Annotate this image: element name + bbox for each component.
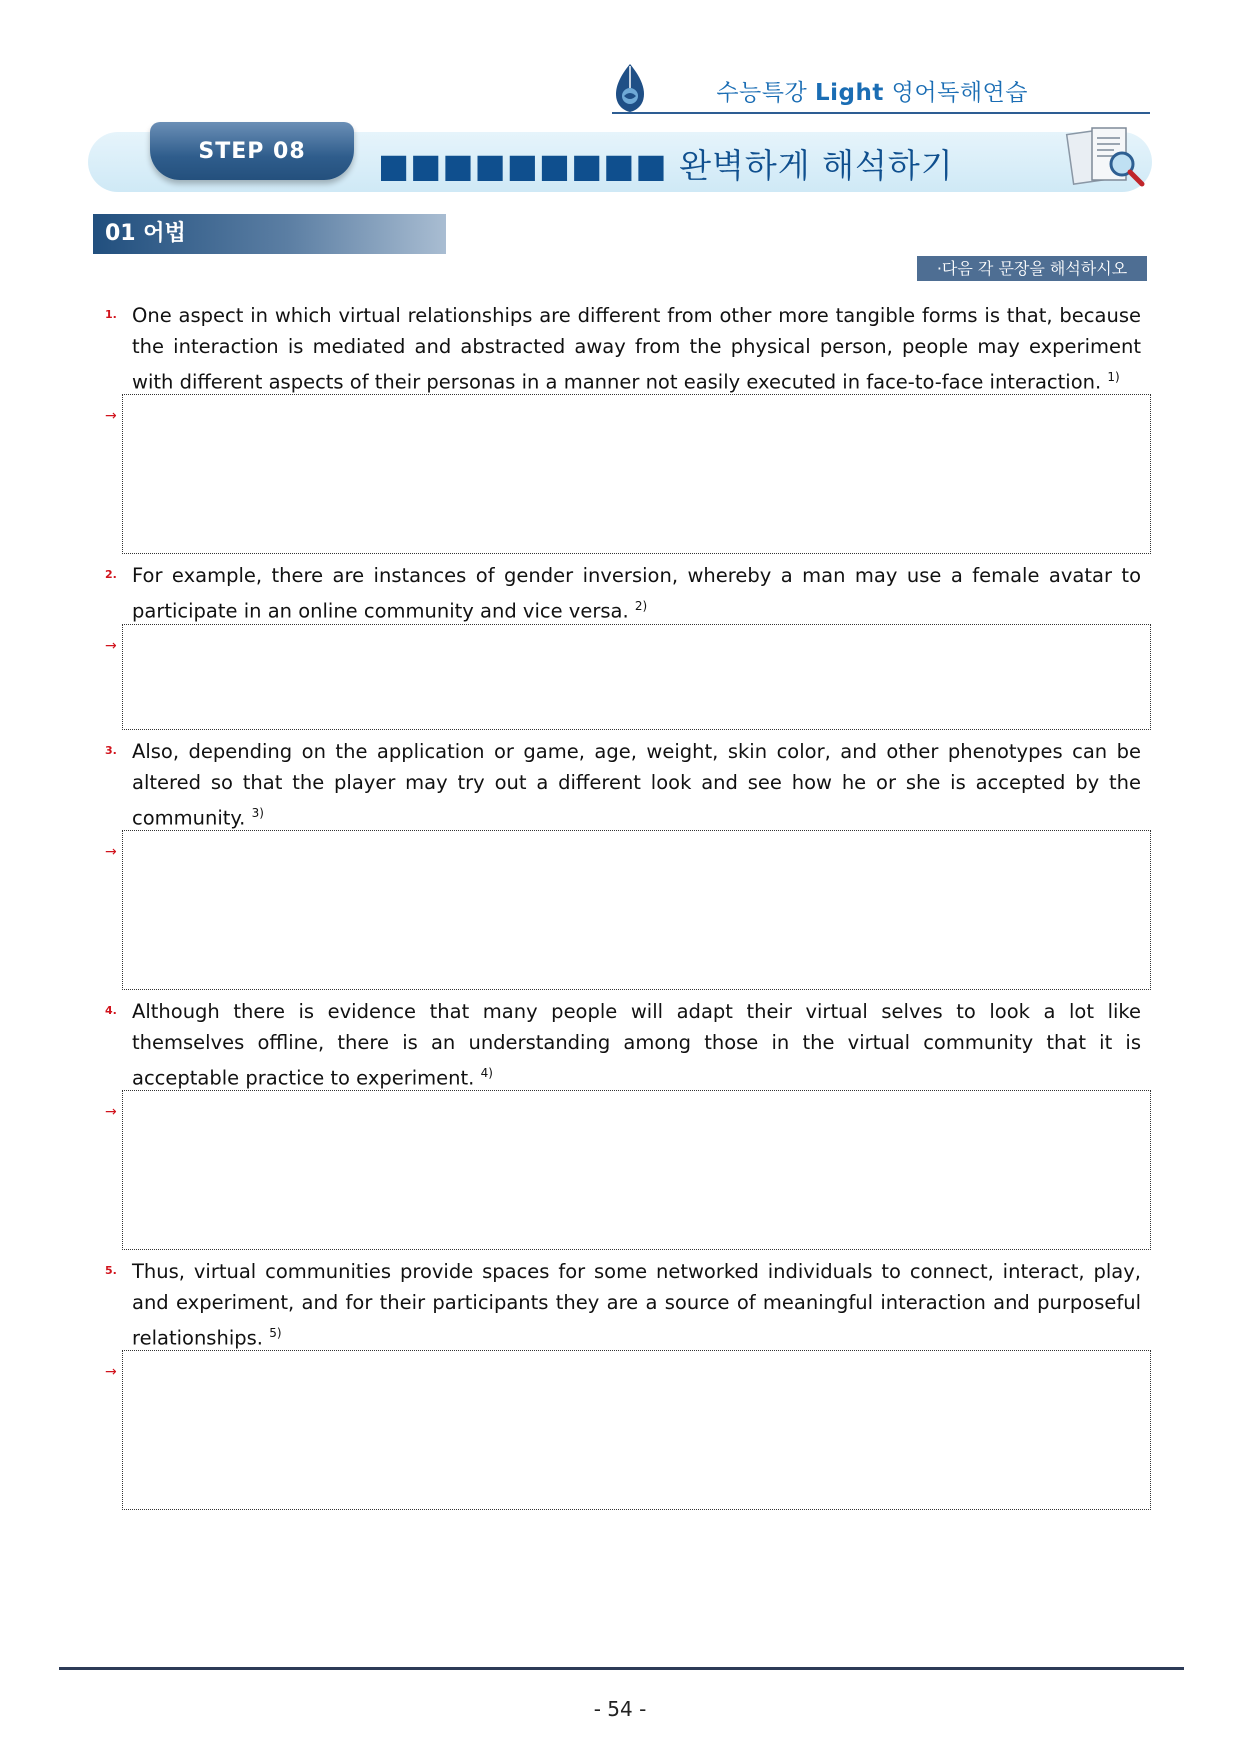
step-title: ■■■■■■■■■ 완벽하게 해석하기: [378, 146, 954, 185]
sentence: Thus, virtual communities provide spaces for some networked individuals to connect, interact, play, and experiment, and for their participants they are a source of meaningful interaction and purposeful relationships.: [132, 1260, 1141, 1350]
answer-box[interactable]: [122, 1090, 1151, 1250]
arrow-icon: →: [105, 408, 117, 424]
sentence-text: [132, 560, 1141, 627]
step-tab: STEP 08: [150, 122, 354, 180]
section-title: 01 어법: [93, 214, 446, 254]
instruction-badge: ·다음 각 문장을 해석하시오: [917, 256, 1147, 281]
footnote-ref: 3): [251, 806, 264, 820]
item-number: 5.: [105, 1264, 117, 1277]
footnote-ref: 4): [480, 1066, 493, 1080]
footer-rule: [59, 1667, 1184, 1670]
sentence: Also, depending on the application or game, age, weight, skin color, and other phenotypes can be altered so that the player may try out a different look and see how he or she is accepted by the community.: [132, 740, 1141, 830]
arrow-icon: →: [105, 1364, 117, 1380]
page-number: - 54 -: [593, 1697, 647, 1721]
book-title-light: Light: [815, 80, 884, 106]
book-title: [716, 74, 1028, 107]
footnote-ref: 2): [634, 599, 648, 613]
item-number: 3.: [105, 744, 117, 757]
footnote-ref: 1): [1107, 370, 1120, 384]
newspaper-magnifier-icon: [1062, 124, 1150, 190]
book-title-suffix: 영어독해연습: [883, 80, 1028, 106]
answer-box[interactable]: [122, 624, 1151, 730]
answer-box[interactable]: [122, 830, 1151, 990]
footnote-ref: 5): [269, 1326, 282, 1340]
item-number: 2.: [105, 568, 117, 581]
arrow-icon: →: [105, 638, 117, 654]
answer-box[interactable]: [122, 1350, 1151, 1510]
book-title-prefix: 수능특강: [716, 80, 815, 106]
item-number: 1.: [105, 308, 117, 321]
sentence: Although there is evidence that many people will adapt their virtual selves to look a lot like themselves offline, there is an understanding among those in the virtual community that it is acceptable practice to experiment.: [132, 1000, 1141, 1090]
arrow-icon: →: [105, 1104, 117, 1120]
sentence: One aspect in which virtual relationships are different from other more tangible forms is that, because the interaction is mediated and abstracted away from the physical person, people may experiment with different aspects of their personas in a manner not easily executed in face-to-face interaction.: [132, 304, 1141, 394]
sentence-text: [132, 736, 1141, 834]
sentence: For example, there are instances of gender inversion, whereby a man may use a female avatar to participate in an online community and vice versa.: [132, 564, 1141, 623]
arrow-icon: →: [105, 844, 117, 860]
header-rule: [612, 112, 1150, 114]
sentence-text: [132, 300, 1141, 398]
item-number: 4.: [105, 1004, 117, 1017]
sentence-text: [132, 1256, 1141, 1354]
fountain-pen-nib-icon: [612, 62, 648, 114]
answer-box[interactable]: [122, 394, 1151, 554]
sentence-text: [132, 996, 1141, 1094]
